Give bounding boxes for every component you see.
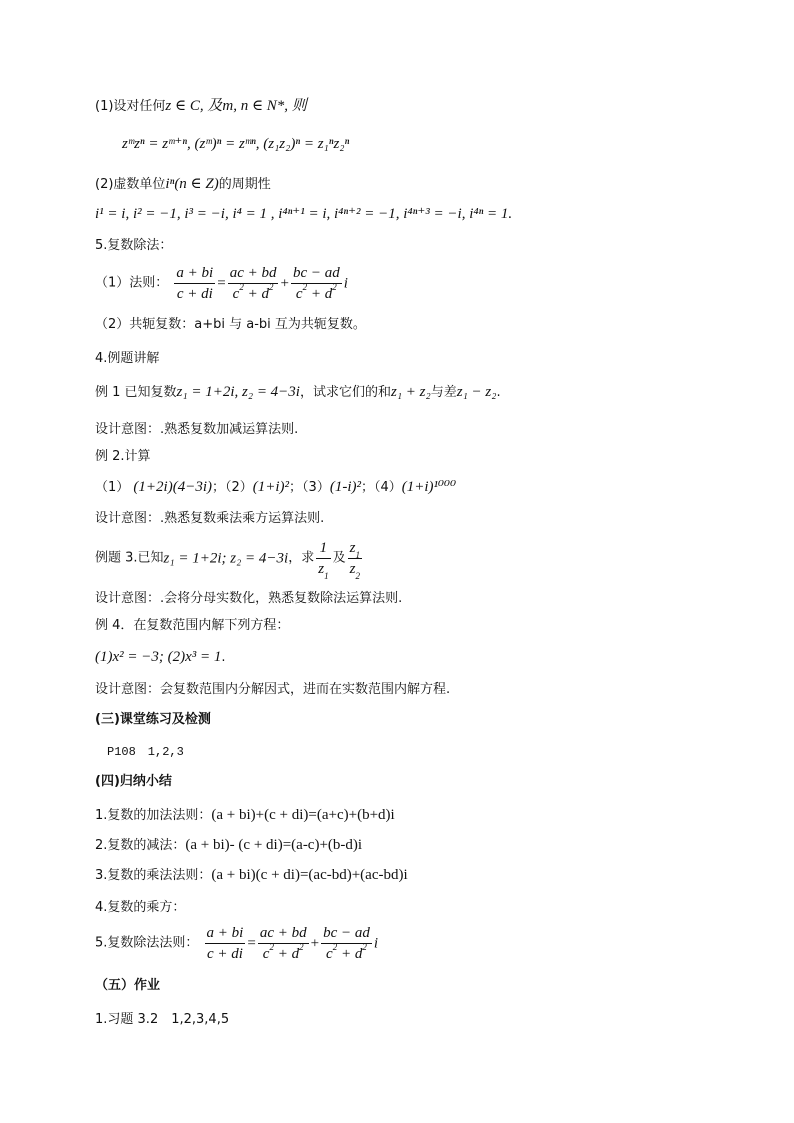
summary-division: 5.复数除法法则： $\frac{a + bi}{c + di}$ = $\frac{ac + bd}{c^2 + d^2}$ + $\frac{bc - ad}{c^2 + d^2}$ i: [95, 925, 379, 962]
imaginary-unit-suffix: 的周期性: [218, 177, 271, 192]
summary-subtraction-math: (a + bi)- (c + di)=(a-c)+(b-d)i: [185, 837, 363, 853]
summary-subtraction: [95, 836, 362, 855]
division-heading-text: 5.复数除法：: [95, 238, 173, 253]
design-intent-1-text: 设计意图：.熟悉复数加减运算法则.: [95, 422, 299, 437]
power-rules-line: [122, 135, 349, 154]
example-1-end: .: [496, 385, 501, 400]
fraction-real: $\frac{ac + bd}{c^2 + d^2}$: [229, 265, 277, 302]
example-2-c-math: (1-i)²: [329, 479, 361, 495]
design-intent-4-text: 设计意图：会复数范围内分解因式，进而在实数范围内解方程.: [95, 682, 451, 697]
homework-exercises: [95, 1011, 229, 1029]
example-1-line: [95, 383, 501, 402]
example-2-c-label: ；（3）: [289, 480, 330, 495]
imaginary-unit-label: (2)虚数单位: [95, 177, 166, 192]
imaginary-unit-line: [95, 175, 271, 194]
imaginary-unit-math: iⁿ(n ∈ Z): [165, 176, 219, 192]
example-1-math: z₁ = 1+2i, z₂ = 4−3i: [176, 384, 300, 400]
design-intent-3: [95, 590, 402, 608]
example-1-diff: z₁ − z₂: [456, 384, 497, 400]
examples-heading-text: 4.例题讲解: [95, 351, 160, 366]
example-1-mid2: 与差: [430, 385, 457, 400]
section-summary-text: (四)归纳小结: [95, 774, 172, 789]
practice-exercises-text: P108 1,2,3: [107, 745, 184, 759]
summary-addition-label: 1.复数的加法法则：: [95, 808, 212, 823]
condition-line: [95, 97, 307, 116]
design-intent-3-text: 设计意图：.会将分母实数化，熟悉复数除法运算法则.: [95, 591, 403, 606]
example-4-equations: [95, 648, 226, 667]
power-rules-math: zᵐzⁿ = zᵐ⁺ⁿ, (zᵐ)ⁿ = zᵐⁿ, (z₁z₂)ⁿ = z₁ⁿz₂ⁿ: [122, 136, 350, 152]
section-practice-heading: [95, 711, 211, 729]
example-2-heading: [95, 448, 151, 466]
example-2-items: [95, 478, 456, 497]
example-3-line: [95, 539, 364, 581]
periodicity-line: [95, 205, 512, 224]
design-intent-2-text: 设计意图：.熟悉复数乘法乘方运算法则.: [95, 511, 325, 526]
periodicity-math: i¹ = i, i² = −1, i³ = −i, i⁴ = 1 , i⁴ⁿ⁺¹ = i, i⁴ⁿ⁺² = −1, i⁴ⁿ⁺³ = −i, i⁴ⁿ = 1.: [95, 206, 513, 222]
example-2-b-math: (1+i)²: [252, 479, 290, 495]
section-homework-text: （五）作业: [95, 978, 161, 993]
section-practice-text: (三)课堂练习及检测: [95, 712, 211, 727]
examples-heading: [95, 350, 159, 368]
condition-math: z ∈ C, 及m, n ∈ N*, 则: [165, 98, 307, 114]
example-2-a-label: （1）: [95, 480, 130, 495]
example-3-and: 及: [332, 550, 346, 566]
summary-multiplication: [95, 866, 408, 885]
division-rule-label: （1）法则：: [95, 275, 169, 291]
division-rule-line: （1）法则： $\frac{a + bi}{c + di}$ = $\frac{ac + bd}{c^2 + d^2}$ + $\frac{bc - ad}{c^2 + d^2}$ i: [95, 265, 348, 302]
design-intent-1: [95, 421, 298, 439]
summary-fraction-real: $\frac{ac + bd}{c^2 + d^2}$: [259, 925, 307, 962]
fraction-inverse: $\frac{1}{z_1}$: [318, 540, 329, 581]
example-2-d-math: (1+i)¹⁰⁰⁰: [401, 479, 457, 495]
section-summary-heading: [95, 773, 172, 791]
example-2-a-math: (1+2i)(4−3i): [133, 479, 212, 495]
fraction-quotient: $\frac{z_1}{z_2}$: [349, 540, 360, 581]
design-intent-4: [95, 681, 450, 699]
example-1-sum: z₁ + z₂: [391, 384, 431, 400]
example-2-d-label: ；（4）: [360, 480, 402, 495]
fraction-imag: $\frac{bc - ad}{c^2 + d^2}$: [292, 265, 340, 302]
section-homework-heading: [95, 977, 160, 995]
condition-label: (1)设对任何: [95, 99, 166, 114]
summary-fraction-imag: $\frac{bc - ad}{c^2 + d^2}$: [323, 925, 370, 962]
conjugate-line: [95, 316, 366, 334]
design-intent-2: [95, 510, 324, 528]
example-2-b-label: ；（2）: [211, 480, 253, 495]
summary-power-text: 4.复数的乘方：: [95, 900, 186, 915]
fraction-lhs: $\frac{a + bi}{c + di}$: [176, 265, 214, 302]
example-3-math: z₁ = 1+2i; z₂ = 4−3i: [163, 550, 289, 567]
summary-subtraction-label: 2.复数的减法：: [95, 838, 186, 853]
example-1-label: 例 1 已知复数: [95, 385, 177, 400]
summary-multiplication-math: (a + bi)(c + di)=(ac-bd)+(ac-bd)i: [211, 867, 408, 883]
conjugate-text: （2）共轭复数：a+bi 与 a-bi 互为共轭复数。: [95, 317, 366, 332]
example-4-math: (1)x² = −3; (2)x³ = 1: [95, 649, 222, 665]
summary-addition-math: (a + bi)+(c + di)=(a+c)+(b+d)i: [211, 807, 395, 823]
example-4-end: .: [221, 650, 226, 665]
example-1-mid: ，试求它们的和: [299, 385, 391, 400]
summary-multiplication-label: 3.复数的乘法法则：: [95, 868, 212, 883]
summary-fraction-lhs: $\frac{a + bi}{c + di}$: [206, 925, 244, 962]
summary-power: [95, 899, 185, 917]
division-heading: [95, 237, 172, 255]
example-3-mid: ，求: [288, 550, 315, 566]
practice-exercises: [107, 743, 184, 761]
summary-division-label: 5.复数除法法则：: [95, 935, 199, 951]
example-4-heading: [95, 617, 289, 635]
homework-exercises-text: 1.习题 3.2 1,2,3,4,5: [95, 1012, 230, 1027]
summary-addition: [95, 806, 395, 825]
example-2-heading-text: 例 2.计算: [95, 449, 151, 464]
example-4-heading-text: 例 4．在复数范围内解下列方程：: [95, 618, 290, 633]
example-3-label: 例题 3.已知: [95, 550, 164, 566]
